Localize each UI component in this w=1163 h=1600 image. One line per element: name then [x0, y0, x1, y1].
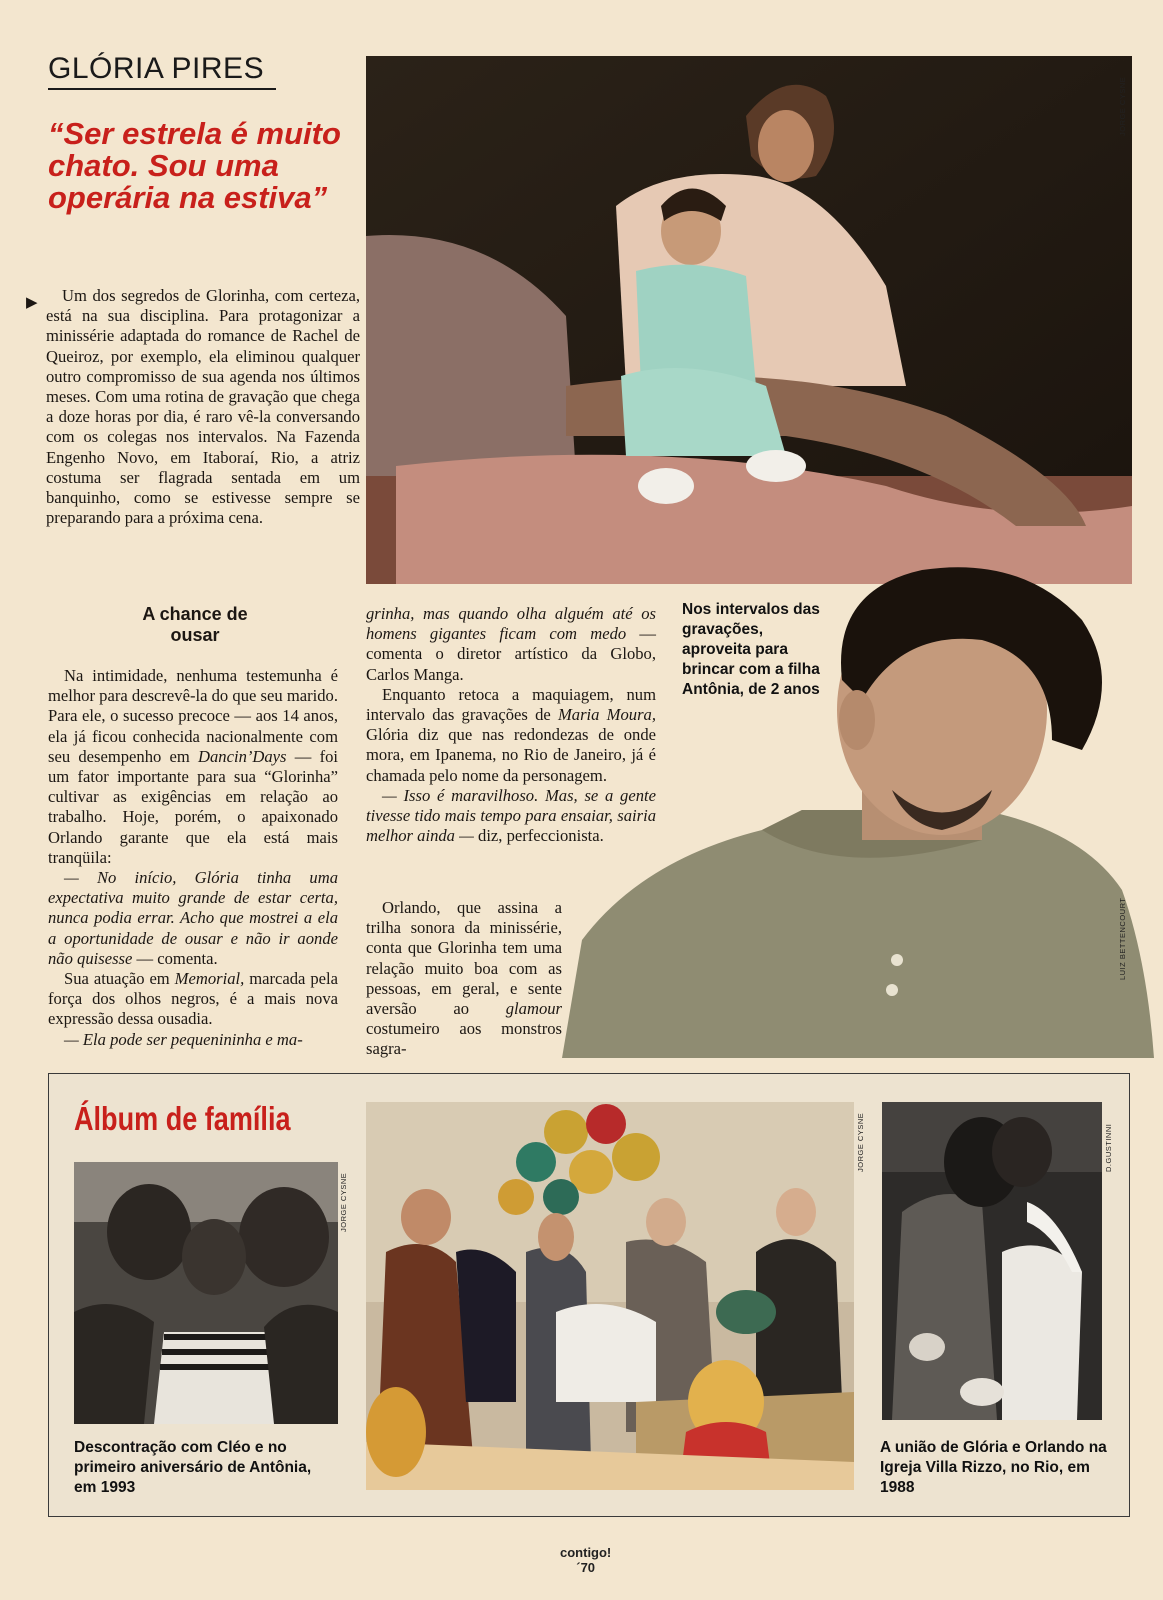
main-photo-caption: Nos intervalos das gravações, aproveita para brincar com a filha Antônia, de 2 anos [682, 601, 820, 698]
col2-p1-quote: grinha, mas quando olha alguém até os homens gigantes ficam com medo [366, 604, 656, 644]
page-number: ´70 [576, 1560, 596, 1575]
col1-p3-title: Memorial, [174, 969, 245, 989]
page-number-value: 70 [580, 1560, 596, 1575]
col1-p1-text: Na intimidade, nenhuma testemunha é melhor para descrevê-la do que seu marido. Para ele, o sucesso precoce — aos 14 anos, ela já ficou conhecida nacionalmente com seu desempenho em [48, 666, 338, 766]
col1-p2-text: — comenta. [136, 948, 218, 968]
album-right-credit: D.GUSTINNI [1104, 1123, 1113, 1172]
album-title: Álbum de família [74, 1100, 291, 1137]
col2-paragraph-4 [366, 898, 562, 1060]
col1-paragraph-1 [48, 666, 338, 868]
col2-p4-text-b: costumeiro aos monstros sagra- [366, 1019, 562, 1059]
portrait-photo [562, 560, 1154, 1058]
main-photo-credit: JORGE CYSNE [1118, 76, 1127, 136]
intro-arrow-icon: ▶ [26, 295, 38, 311]
album-left-credit: JORGE CYSNE [339, 1172, 348, 1232]
main-photo [366, 56, 1132, 584]
album-left-photo [74, 1162, 338, 1424]
subhead: A chance de ousar [142, 604, 248, 645]
col2-p4-text: Orlando, que assina a trilha sonora da minissérie, conta que Glorinha tem uma relação muito boa com as pessoas, em geral, e sente aversão ao [366, 898, 562, 1019]
col1-p3-text-b: marcada pela força dos olhos negros, é a mais nova expressão dessa ousadia. [48, 969, 338, 1029]
album-right-caption: A união de Glória e Orlando na Igreja Villa Rizzo, no Rio, em 1988 [880, 1439, 1107, 1496]
col1-paragraph-2 [48, 868, 338, 969]
col2-p2-text: Enquanto retoca a maquiagem, num intervalo das gravações de [366, 684, 656, 725]
col1-p4-quote: — Ela pode ser pequenininha e ma- [64, 1029, 303, 1049]
pull-quote: “Ser estrela é muito chato. Sou uma operária na estiva” [48, 116, 341, 215]
magazine-name: contigo! [560, 1545, 612, 1560]
col2-p2-title: Maria Moura, [557, 705, 656, 725]
col2-p1-text: — comenta o diretor artístico da Globo, Carlos Manga. [366, 624, 656, 684]
section-kicker: GLÓRIA PIRES [48, 52, 276, 90]
col2-p2-text-b: Glória diz que nas redondezas de onde mora, em Ipanema, no Rio de Janeiro, já é chamada pelo nome da personagem. [366, 725, 656, 785]
col1-p2-quote: — No início, Glória tinha uma expectativa muito grande de estar certa, nunca podia errar. Acho que mostrei a ela a oportunidade de ousar e não ir aonde não quisesse [48, 868, 338, 968]
col1-paragraph-3 [48, 969, 338, 1030]
col1-paragraph-4 [48, 1030, 338, 1050]
album-center-photo [366, 1102, 854, 1490]
album-left-caption: Descontração com Cléo e no primeiro aniversário de Antônia, em 1993 [74, 1439, 312, 1496]
col1-p1-title: Dancin’Days [198, 746, 287, 766]
album-right-photo [882, 1102, 1102, 1420]
article-column-1 [48, 666, 338, 1050]
portrait-photo-credit: LUIZ BETTENCOURT [1118, 897, 1127, 980]
intro-paragraph: Um dos segredos de Glorinha, com certeza, está na sua disciplina. Para protagonizar a minissérie adaptada do romance de Rachel de Queiroz, por exemplo, ela eliminou qualquer outro compromisso de sua agenda nos últimos meses. Com uma rotina de gravação que chega a doze horas por dia, é raro vê-la conversando com os colegas nos intervalos. Na Fazenda Engenho Novo, em Itaboraí, Rio, a atriz costuma ser flagrada sentada em um banquinho, como se estivesse sempre se preparando para a próxima cena. [46, 286, 360, 528]
col2-p4-term: glamour [505, 999, 562, 1019]
album-center-credit: JORGE CYSNE [856, 1112, 865, 1172]
article-intro [46, 286, 360, 528]
col1-p3-text: Sua atuação em [64, 969, 170, 989]
col2-p3-quote: — Isso é maravilhoso. Mas, se a gente tivesse tido mais tempo para ensaiar, sairia melhor ainda — [366, 785, 656, 846]
article-column-2-narrow [366, 898, 562, 1060]
page-footer [560, 1545, 611, 1575]
col2-p3-text: diz, perfeccionista. [478, 826, 604, 846]
col1-p1-text-b: — foi um fator importante para sua “Glorinha” cultivar as exigências em relação ao trabalho. Hoje, porém, o apaixonado Orlando garante que ela está mais tranqüila: [48, 746, 339, 867]
